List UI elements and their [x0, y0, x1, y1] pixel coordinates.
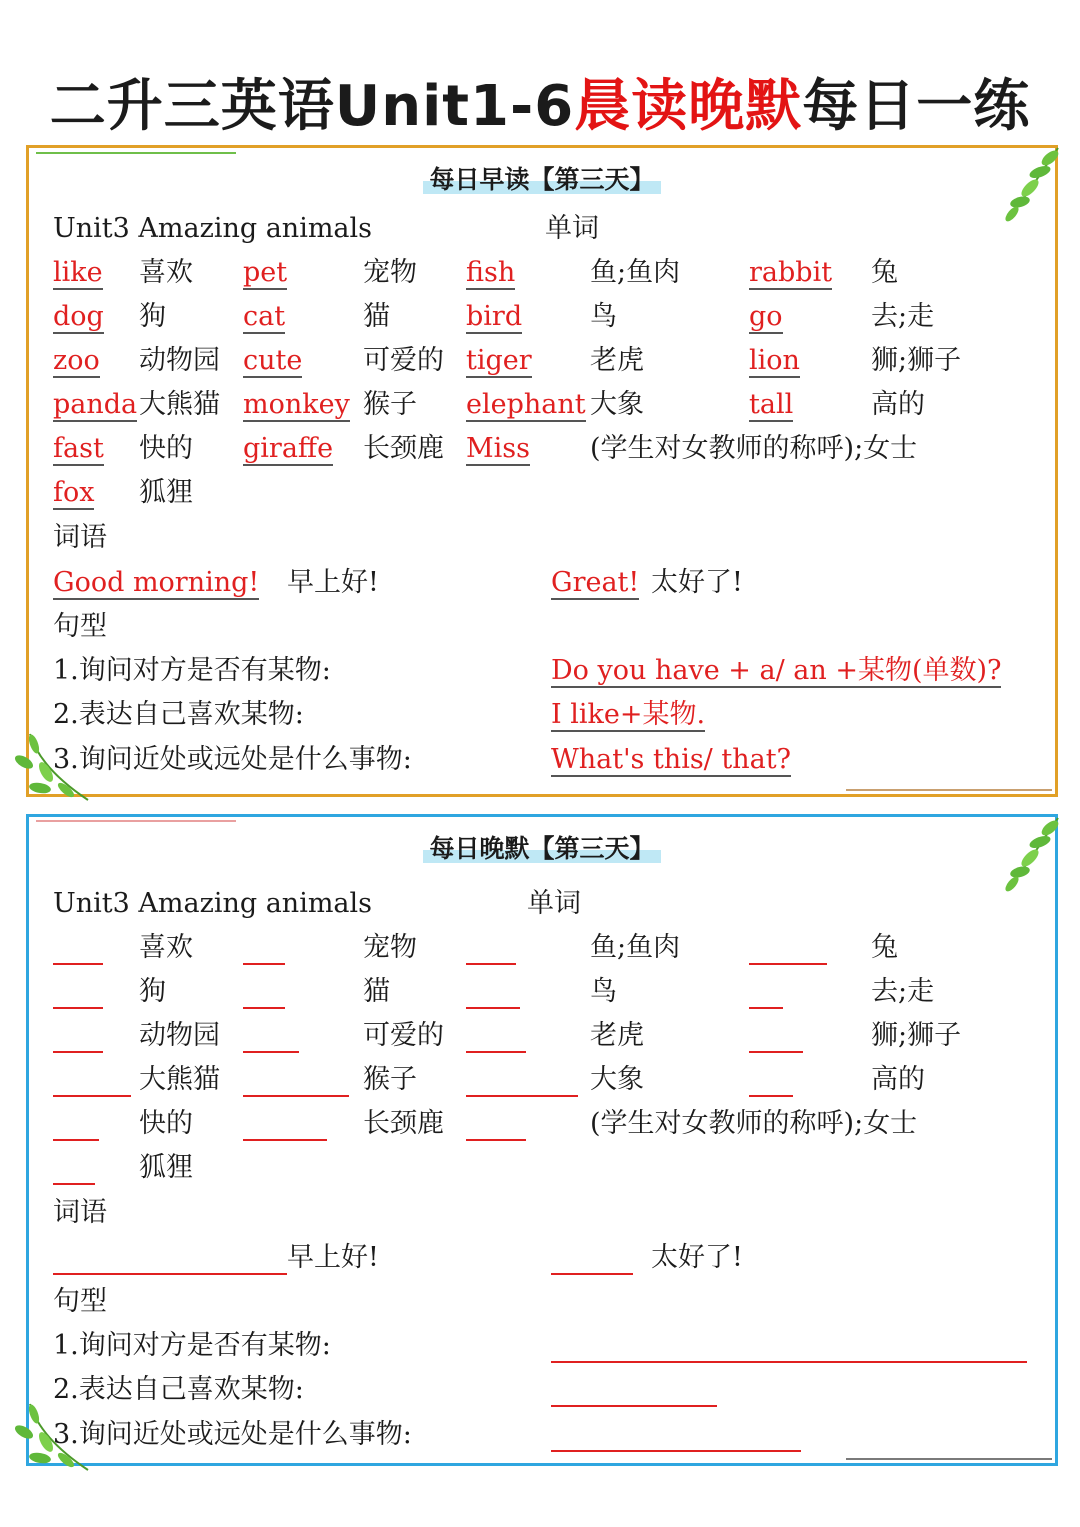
word-cn: 高的 [871, 389, 925, 420]
morning-unit-heading: Unit3 Amazing animals [53, 213, 373, 244]
word-cn: 兔 [871, 932, 898, 963]
word-en: pet [243, 257, 288, 288]
evening-phrases-label: 词语 [53, 1197, 107, 1228]
leaf-branch-icon [1000, 810, 1066, 896]
word-cn: 宠物 [363, 932, 417, 963]
sentence-cn: 2.表达自己喜欢某物: [53, 1374, 304, 1405]
evening-panel-title-text: 每日晚默【第三天】 [423, 834, 660, 863]
word-cn: (学生对女教师的称呼);女士 [590, 433, 918, 464]
phrase-cn: 早上好! [287, 567, 379, 598]
answer-blank[interactable] [53, 1273, 287, 1275]
word-en: bird [466, 301, 523, 332]
word-cn: 猫 [363, 301, 390, 332]
word-cn: 兔 [871, 257, 898, 288]
word-cn: 大熊猫 [139, 389, 220, 420]
word-cn: 鸟 [590, 976, 617, 1007]
word-en: fast [53, 433, 104, 464]
word-cn: 狐狸 [139, 477, 193, 508]
title-highlight: 晨读晚默 [574, 74, 803, 139]
evening-dictation-panel [26, 814, 1058, 1466]
word-cn: 狮;狮子 [871, 1020, 962, 1051]
word-cn: 可爱的 [363, 1020, 444, 1051]
morning-panel-title [29, 160, 1055, 196]
word-cn: 大象 [590, 389, 644, 420]
word-en: giraffe [243, 433, 334, 464]
sentence-en: What's this/ that? [551, 744, 792, 775]
word-cn: 狗 [139, 976, 166, 1007]
word-cn: 鱼;鱼肉 [590, 932, 681, 963]
word-cn: 可爱的 [363, 345, 444, 376]
phrase-cn: 早上好! [287, 1242, 379, 1273]
evening-unit-heading: Unit3 Amazing animals [53, 888, 373, 919]
answer-blank[interactable] [749, 963, 827, 965]
word-cn: 猫 [363, 976, 390, 1007]
answer-blank[interactable] [53, 1095, 131, 1097]
answer-blank[interactable] [243, 1007, 285, 1009]
morning-words-label: 单词 [545, 213, 599, 244]
answer-blank[interactable] [749, 1051, 803, 1053]
phrase-cn: 太好了! [651, 1242, 743, 1273]
morning-sentences-label: 句型 [53, 611, 107, 642]
morning-reading-panel [26, 145, 1058, 797]
word-cn: 鱼;鱼肉 [590, 257, 681, 288]
sentence-cn: 3.询问近处或远处是什么事物: [53, 744, 412, 775]
word-en: rabbit [749, 257, 833, 288]
evening-words-label: 单词 [527, 888, 581, 919]
word-cn: 快的 [139, 433, 193, 464]
word-cn: 长颈鹿 [363, 433, 444, 464]
phrase-en: Great! [551, 567, 640, 598]
word-en: fox [53, 477, 95, 508]
answer-blank[interactable] [53, 1007, 103, 1009]
evening-panel-title [29, 829, 1055, 865]
word-en: tall [749, 389, 794, 420]
title-part1: 二升三英语Unit1-6 [49, 74, 575, 139]
answer-blank[interactable] [551, 1405, 717, 1407]
answer-blank[interactable] [53, 1183, 95, 1185]
sentence-en: Do you have + a/ an +某物(单数)? [551, 655, 1002, 686]
word-cn: 动物园 [139, 1020, 220, 1051]
sentence-cn: 1.询问对方是否有某物: [53, 655, 331, 686]
word-en: fish [466, 257, 516, 288]
word-en: cute [243, 345, 303, 376]
answer-blank[interactable] [243, 1139, 327, 1141]
word-en: like [53, 257, 103, 288]
answer-blank[interactable] [466, 1139, 526, 1141]
decorative-line [36, 820, 236, 822]
word-cn: 狐狸 [139, 1152, 193, 1183]
answer-blank[interactable] [243, 1051, 299, 1053]
word-en: Miss [466, 433, 530, 464]
word-cn: 老虎 [590, 1020, 644, 1051]
word-cn: 动物园 [139, 345, 220, 376]
morning-phrases-label: 词语 [53, 522, 107, 553]
word-cn: 喜欢 [139, 257, 193, 288]
evening-sentences-label: 句型 [53, 1286, 107, 1317]
leaf-branch-icon [1000, 140, 1066, 226]
phrase-en: Good morning! [53, 567, 260, 598]
sentence-en: I like+某物. [551, 699, 706, 730]
word-cn: 喜欢 [139, 932, 193, 963]
word-cn: 狗 [139, 301, 166, 332]
word-en: elephant [466, 389, 586, 420]
word-cn: 鸟 [590, 301, 617, 332]
decorative-line [36, 152, 236, 154]
answer-blank[interactable] [466, 1051, 526, 1053]
word-cn: 快的 [139, 1108, 193, 1139]
answer-blank[interactable] [466, 963, 516, 965]
word-cn: 狮;狮子 [871, 345, 962, 376]
title-part2: 每日一练 [802, 74, 1031, 139]
leaf-branch-icon [10, 1398, 100, 1478]
answer-blank[interactable] [466, 1095, 578, 1097]
word-cn: 去;走 [871, 976, 935, 1007]
answer-blank[interactable] [551, 1361, 1027, 1363]
word-cn: 长颈鹿 [363, 1108, 444, 1139]
leaf-branch-icon [10, 728, 100, 808]
word-cn: (学生对女教师的称呼);女士 [590, 1108, 918, 1139]
answer-blank[interactable] [466, 1007, 520, 1009]
answer-blank[interactable] [749, 1095, 793, 1097]
answer-blank[interactable] [551, 1273, 633, 1275]
answer-blank[interactable] [749, 1007, 783, 1009]
word-en: dog [53, 301, 104, 332]
word-cn: 老虎 [590, 345, 644, 376]
word-cn: 宠物 [363, 257, 417, 288]
word-cn: 大熊猫 [139, 1064, 220, 1095]
answer-blank[interactable] [243, 963, 285, 965]
word-cn: 去;走 [871, 301, 935, 332]
word-cn: 猴子 [363, 389, 417, 420]
answer-blank[interactable] [53, 1139, 99, 1141]
word-cn: 大象 [590, 1064, 644, 1095]
sentence-cn: 1.询问对方是否有某物: [53, 1330, 331, 1361]
morning-panel-title-text: 每日早读【第三天】 [423, 165, 660, 194]
sentence-cn: 3.询问近处或远处是什么事物: [53, 1419, 412, 1450]
word-en: lion [749, 345, 800, 376]
word-en: monkey [243, 389, 350, 420]
word-cn: 高的 [871, 1064, 925, 1095]
answer-blank[interactable] [53, 963, 103, 965]
answer-blank[interactable] [53, 1051, 103, 1053]
decorative-line [846, 789, 1052, 791]
answer-blank[interactable] [243, 1095, 349, 1097]
word-en: go [749, 301, 783, 332]
decorative-line [846, 1458, 1052, 1460]
page-title [0, 62, 1080, 142]
sentence-cn: 2.表达自己喜欢某物: [53, 699, 304, 730]
word-en: tiger [466, 345, 532, 376]
word-en: panda [53, 389, 138, 420]
word-en: cat [243, 301, 286, 332]
word-en: zoo [53, 345, 100, 376]
phrase-cn: 太好了! [651, 567, 743, 598]
word-cn: 猴子 [363, 1064, 417, 1095]
answer-blank[interactable] [551, 1450, 801, 1452]
